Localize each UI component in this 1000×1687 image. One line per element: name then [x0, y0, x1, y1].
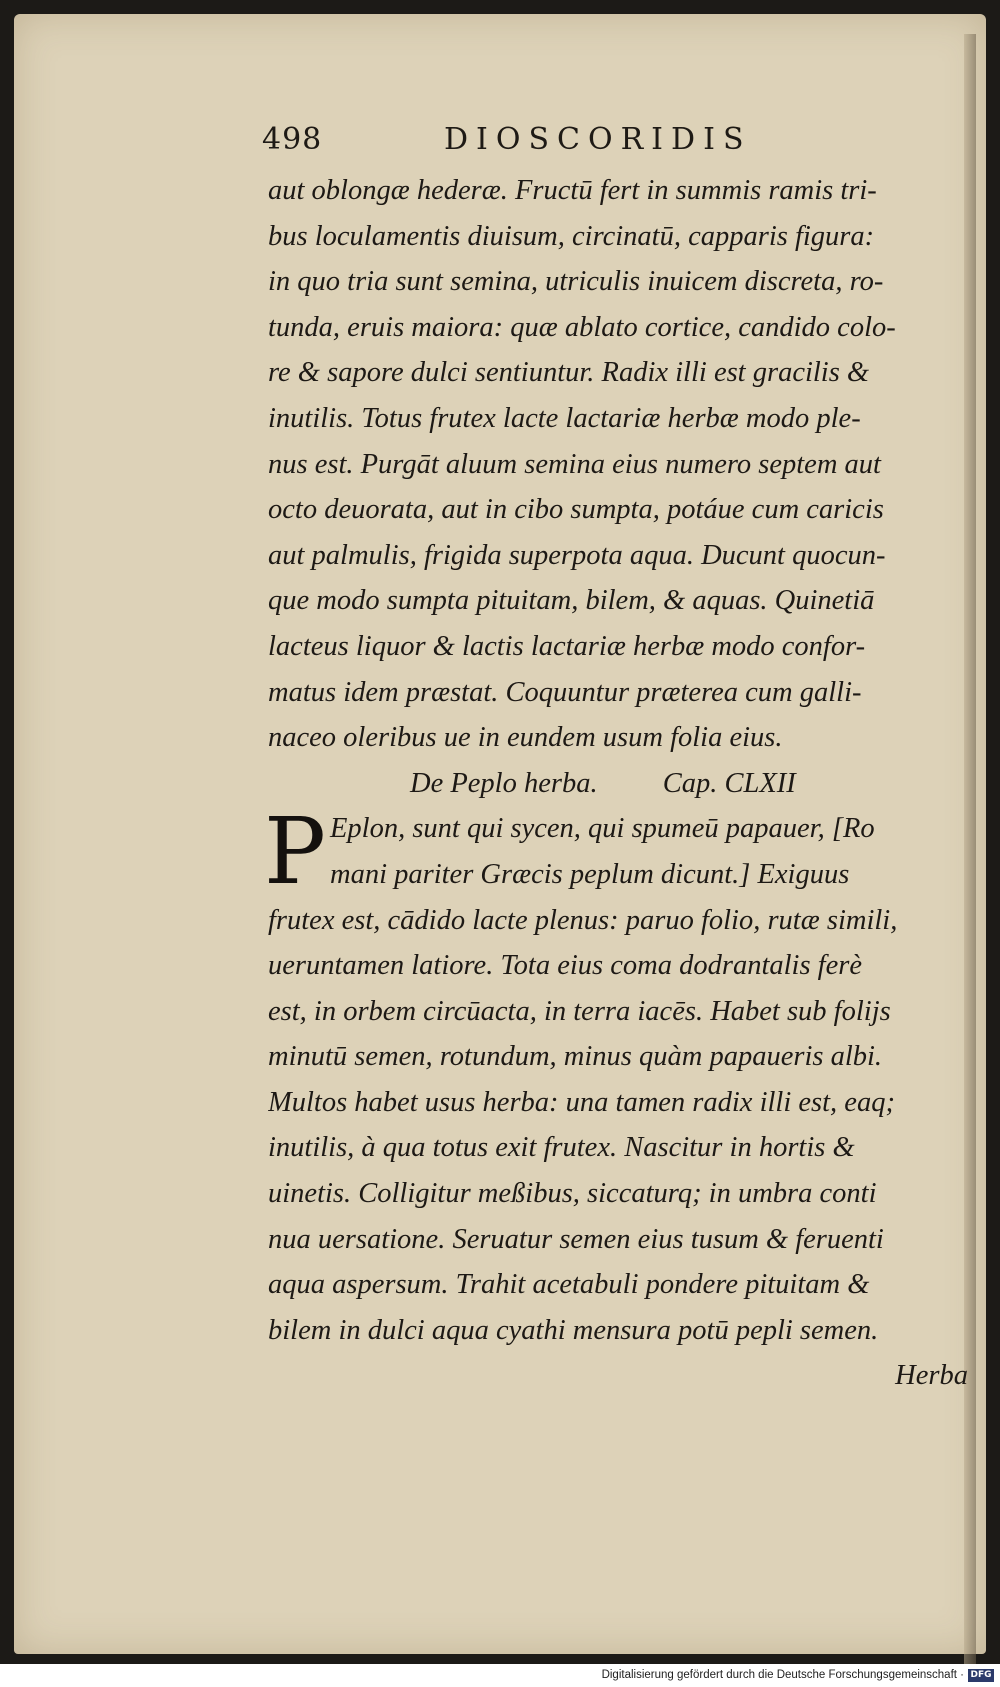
text-line: Multos habet usus herba: una tamen radix illi est, eaq; [268, 1086, 895, 1118]
text-line: inutilis, à qua totus exit frutex. Nascitur in hortis & [268, 1132, 855, 1164]
text-line: octo deuorata, aut in cibo sumpta, potáue cum caricis [268, 494, 884, 526]
text-line: Eplon, sunt qui sycen, qui spumeū papauer, [Ro [330, 813, 875, 845]
chapter-opening [264, 798, 968, 906]
text-line: matus idem præstat. Coquuntur præterea cum galli- [268, 676, 862, 708]
chapter-number: Cap. CLXII [662, 767, 796, 799]
text-line: naceo oleribus ue in eundem usum folia eius. [268, 722, 783, 754]
text-line: minutū semen, rotundum, minus quàm papaueris albi. [268, 1041, 883, 1073]
text-line: bus loculamentis diuisum, circinatū, capparis figura: [268, 220, 875, 252]
chapter-heading [268, 761, 968, 807]
text-line: uinetis. Colligitur meßibus, siccaturq; in umbra conti [268, 1178, 877, 1210]
footer-credit: Digitalisierung gefördert durch die Deutsche Forschungsgemeinschaft · [601, 1669, 964, 1681]
text-line: aut oblongæ hederæ. Fructū fert in summis ramis tri- [268, 175, 877, 206]
text-line: frutex est, cādido lacte plenus: paruo folio, rutæ simili, [268, 904, 898, 936]
digitization-footer [0, 1664, 1000, 1687]
text-line: lacteus liquor & lactis lactariæ herbæ modo confor- [268, 630, 866, 662]
chapter-title: De Peplo herba. [410, 767, 598, 799]
text-line: bilem in dulci aqua cyathi mensura potū pepli semen. [268, 1314, 879, 1346]
text-line: nus est. Purgāt aluum semina eius numero septem aut [268, 448, 881, 480]
text-line: nua uersatione. Seruatur semen eius tusum & feruenti [268, 1223, 884, 1255]
text-line: inutilis. Totus frutex lacte lactariæ herbæ modo ple- [268, 402, 861, 434]
text-line: in quo tria sunt semina, utriculis inuicem discreta, ro- [268, 266, 884, 298]
chapter-paragraph [268, 898, 968, 1354]
text-line: que modo sumpta pituitam, bilem, & aquas. Quinetiā [268, 585, 875, 617]
text-line: est, in orbem circūacta, in terra iacēs. Habet sub folijs [268, 995, 891, 1027]
page-header [262, 122, 822, 162]
catchword: Herba [895, 1360, 968, 1392]
text-line: aut palmulis, frigida superpota aqua. Ducunt quocun- [268, 539, 886, 571]
running-head: DIOSCORIDIS [444, 122, 752, 157]
drop-capital: P [264, 798, 326, 906]
body-paragraph [268, 168, 968, 761]
text-line: ueruntamen latiore. Tota eius coma dodrantalis ferè [268, 950, 862, 982]
catchword-line [268, 1353, 968, 1399]
dfg-logo: DFG [968, 1669, 994, 1682]
text-line: mani pariter Græcis peplum dicunt.] Exiguus [330, 858, 850, 890]
page-number: 498 [262, 122, 323, 157]
text-line: re & sapore dulci sentiuntur. Radix illi est gracilis & [268, 357, 870, 389]
text-line: tunda, eruis maiora: quæ ablato cortice, candido colo- [268, 311, 896, 343]
text-block [264, 168, 968, 1399]
text-line: aqua aspersum. Trahit acetabuli pondere pituitam & [268, 1269, 870, 1301]
